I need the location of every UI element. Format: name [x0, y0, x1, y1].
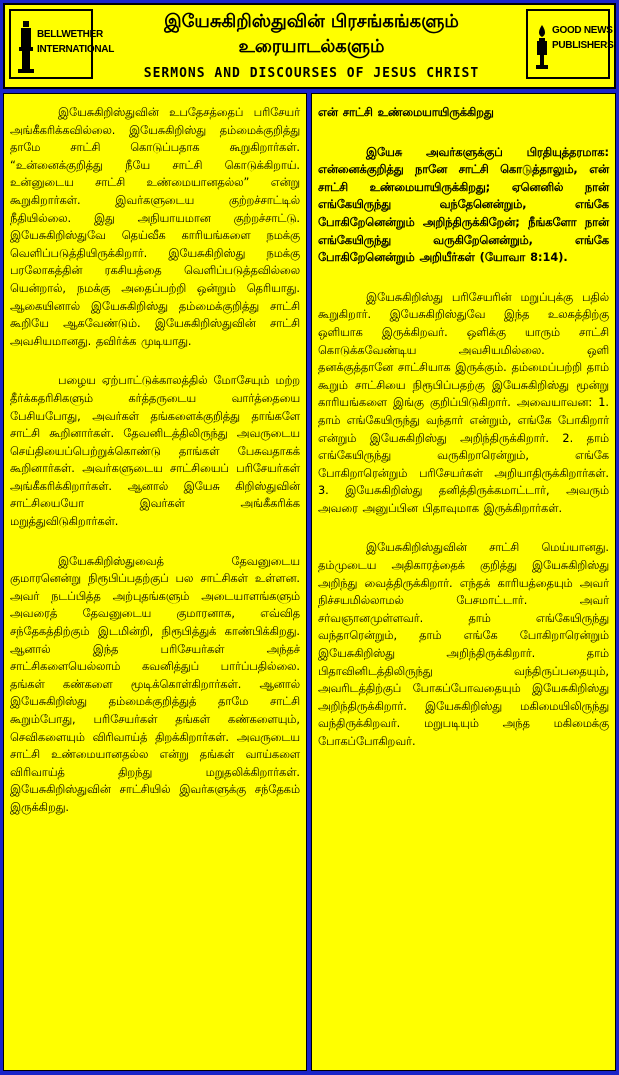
left-paragraph-3: இயேசுகிறிஸ்துவைத் தேவனுடைய குமாரனென்று நிரூபிப்பதற்குப் பல சாட்சிகள் உள்ளன. அவர் நடப்பித்த அற்புதங்களும் அடையாளங்களும் அவரைத் தேவனுடைய குமாரனாக, எவ்வித சந்தேகத்திற்கும் இடமின்றி, நிரூபித்துக் காண்பிக்கிறது. ஆனால் இந்த பரிசேயர்கள் அந்தச் சாட்சிகளையெல்லாம் கவனித்துப் பார்ப்பதில்லை. தங்கள் கண்களை மூடிக்கொள்கிறார்கள். ஆனால் இயேசுகிறிஸ்து தம்மைக்குறித்துத் தாமே சாட்சி கூறும்போது, பரிசேயர்கள் தங்கள் கண்களையும், செவிகளையும் விரிவாய்த் திறக்கிறார்கள். அவருடைய சாட்சி உண்மையானதல்ல என்று தங்கள் வாய்களை விரிவாய்த் திறந்து மறுதலிக்கிறார்கள். இயேசுகிறிஸ்துவின் சாட்சியில் இவர்களுக்கு சந்தேகம் இருக்கிறது.	[10, 554, 300, 814]
left-column	[3, 93, 307, 1071]
right-logo-line2: PUBLISHERS	[552, 40, 614, 51]
title-tamil-line2: உரையாடல்களும்	[238, 36, 385, 57]
scripture-verse: இயேசு அவர்களுக்குப் பிரதியுத்தரமாக: என்னைக்குறித்து நானே சாட்சி கொடுத்தாலும், என் சாட்சி உண்மையாயிருக்கிறது; ஏனெனில் நான் எங்கேயிருந்து வந்தேனென்றும், எங்கே போகிறேனென்றும் அறிந்திருக்கிறேன்; நீங்களோ நான் எங்கேயிருந்து வருகிறேனென்றும், எங்கே போகிறேனென்றும் அறியீர்கள் (யோவா 8:14).	[318, 145, 609, 265]
header-banner	[3, 3, 616, 89]
left-logo-line1: BELLWETHER	[37, 29, 103, 40]
section-heading: என் சாட்சி உண்மையாயிருக்கிறது	[318, 106, 494, 119]
left-logo-line2: INTERNATIONAL	[37, 44, 115, 55]
left-paragraph-1: இயேசுகிறிஸ்துவின் உபதேசத்தைப் பரிசேயர் அங்கீகரிக்கவில்லை. இயேசுகிறிஸ்து தம்மைக்குறித்து தாமே சாட்சி கொடுப்பதாக கூறுகிறார்கள். “உன்னைக்குறித்து நீயே சாட்சி கொடுக்கிறாய். உன்னுடைய சாட்சி உண்மையானதல்ல” என்று கூறுகிறார்கள். இவர்களுடைய குற்றச்சாட்டில் நீதியில்லை. இது அநியாயமான குற்றச்சாட்டு. இயேசுகிறிஸ்துவே தெய்வீக காரியங்களை நமக்கு வெளிப்படுத்தியிருக்கிறார். இயேசுகிறிஸ்து நமக்கு பரலோகத்தின் ரகசியத்தை வெளிப்படுத்தவில்லை யென்றால், நமக்கு அதைப்பற்றி ஒன்றும் தெரியாது. ஆகையினால் இயேசுகிறிஸ்து தம்மைக்குறித்து சாட்சி கூறியே ஆகவேண்டும். இயேசுகிறிஸ்துவின் சாட்சி அவசியமானது. தவிர்க்க முடியாது.	[10, 106, 300, 348]
title-english: SERMONS AND DISCOURSES OF JESUS CHRIST	[143, 66, 480, 81]
right-column	[311, 93, 616, 1071]
right-paragraph-2: இயேசுகிறிஸ்துவின் சாட்சி மெய்யானது. தம்முடைய அதிகாரத்தைக் குறித்து இயேசுகிறிஸ்து அறிந்து வைத்திருக்கிறார். எந்தக் காரியத்தையும் அவர் நிச்சயமில்லாமல் பேசமாட்டார். அவர் சர்வஞானமுள்ளவர். தாம் எங்கேயிருந்து வந்தாரென்றும், தாம் எங்கே போகிறாரென்றும் இயேசுகிறிஸ்து அறிந்திருக்கிறார். தாம் பிதாவினிடத்திலிருந்து வந்திருப்பதையும், அவரிடத்திற்குப் போகப்போவதையும் இயேசுகிறிஸ்து அறிந்திருக்கிறார். இயேசுகிறிஸ்து மகிமையிலிருந்து வந்திருக்கிறவர். மறுபடியும் அந்த மகிமைக்கு போகப்போகிறவர்.	[318, 541, 609, 748]
lamp-icon	[534, 23, 550, 71]
left-paragraph-2: பழைய ஏற்பாட்டுக்காலத்தில் மோசேயும் மற்ற தீர்க்கதரிசிகளும் கர்த்தருடைய வார்த்தையை பேசியபோது, அவர்கள் தங்களைக்குறித்து தாங்களே சாட்சி கூறினார்கள். தேவனிடத்திலிருந்து அவருடைய செய்தியைப்பெற்றுக்கொண்டு தாங்கள் பேசுவதாகக் கூறினார்கள். அவர்களுடைய சாட்சியைப் பரிசேயர்கள் அங்கீகரிக்கிறார்கள். ஆனால் இயேசு கிறிஸ்துவின் சாட்சியையோ இவர்கள் அங்கீகரிக்க மறுத்துவிடுகிறார்கள்.	[10, 374, 300, 529]
good-news-logo	[526, 9, 614, 79]
bellwether-figure-icon	[16, 19, 36, 75]
title-block	[101, 7, 522, 87]
right-logo-line1: GOOD NEWS	[552, 25, 613, 36]
right-paragraph-1: இயேசுகிறிஸ்து பரிசேயரின் மறுப்புக்கு பதில் கூறுகிறார். இயேசுகிறிஸ்துவே இந்த உலகத்திற்கு ஒளியாக இருக்கிறவர். ஒளிக்கு யாரும் சாட்சி கொடுக்கவேண்டிய அவசியமில்லை. ஒளி தனக்குத்தானே சாட்சியாக இருக்கும். தம்மைப்பற்றி தாம் கூறும் சாட்சியை நிரூபிப்பதற்கு இயேசுகிறிஸ்து மூன்று காரியங்களை இங்கு குறிப்பிடுகிறார். அவையாவன: 1. தாம் எங்கேயிருந்து வந்தார் என்றும், எங்கே போகிறார் என்றும் இயேசுகிறிஸ்து அறிந்திருக்கிறார். 2. தாம் எங்கேயிருந்து வருகிறாரென்றும், எங்கே போகிறாரென்றும் பரிசேயர்கள் அறியாதிருக்கிறார்கள். 3. இயேசுகிறிஸ்து தனித்திருக்கமாட்டார், அவரும் அவரை அனுப்பின பிதாவுமாக இருக்கிறார்கள்.	[318, 290, 609, 515]
title-tamil-line1: இயேசுகிறிஸ்துவின் பிரசங்கங்களும்	[164, 11, 459, 32]
bellwether-logo	[9, 9, 115, 79]
